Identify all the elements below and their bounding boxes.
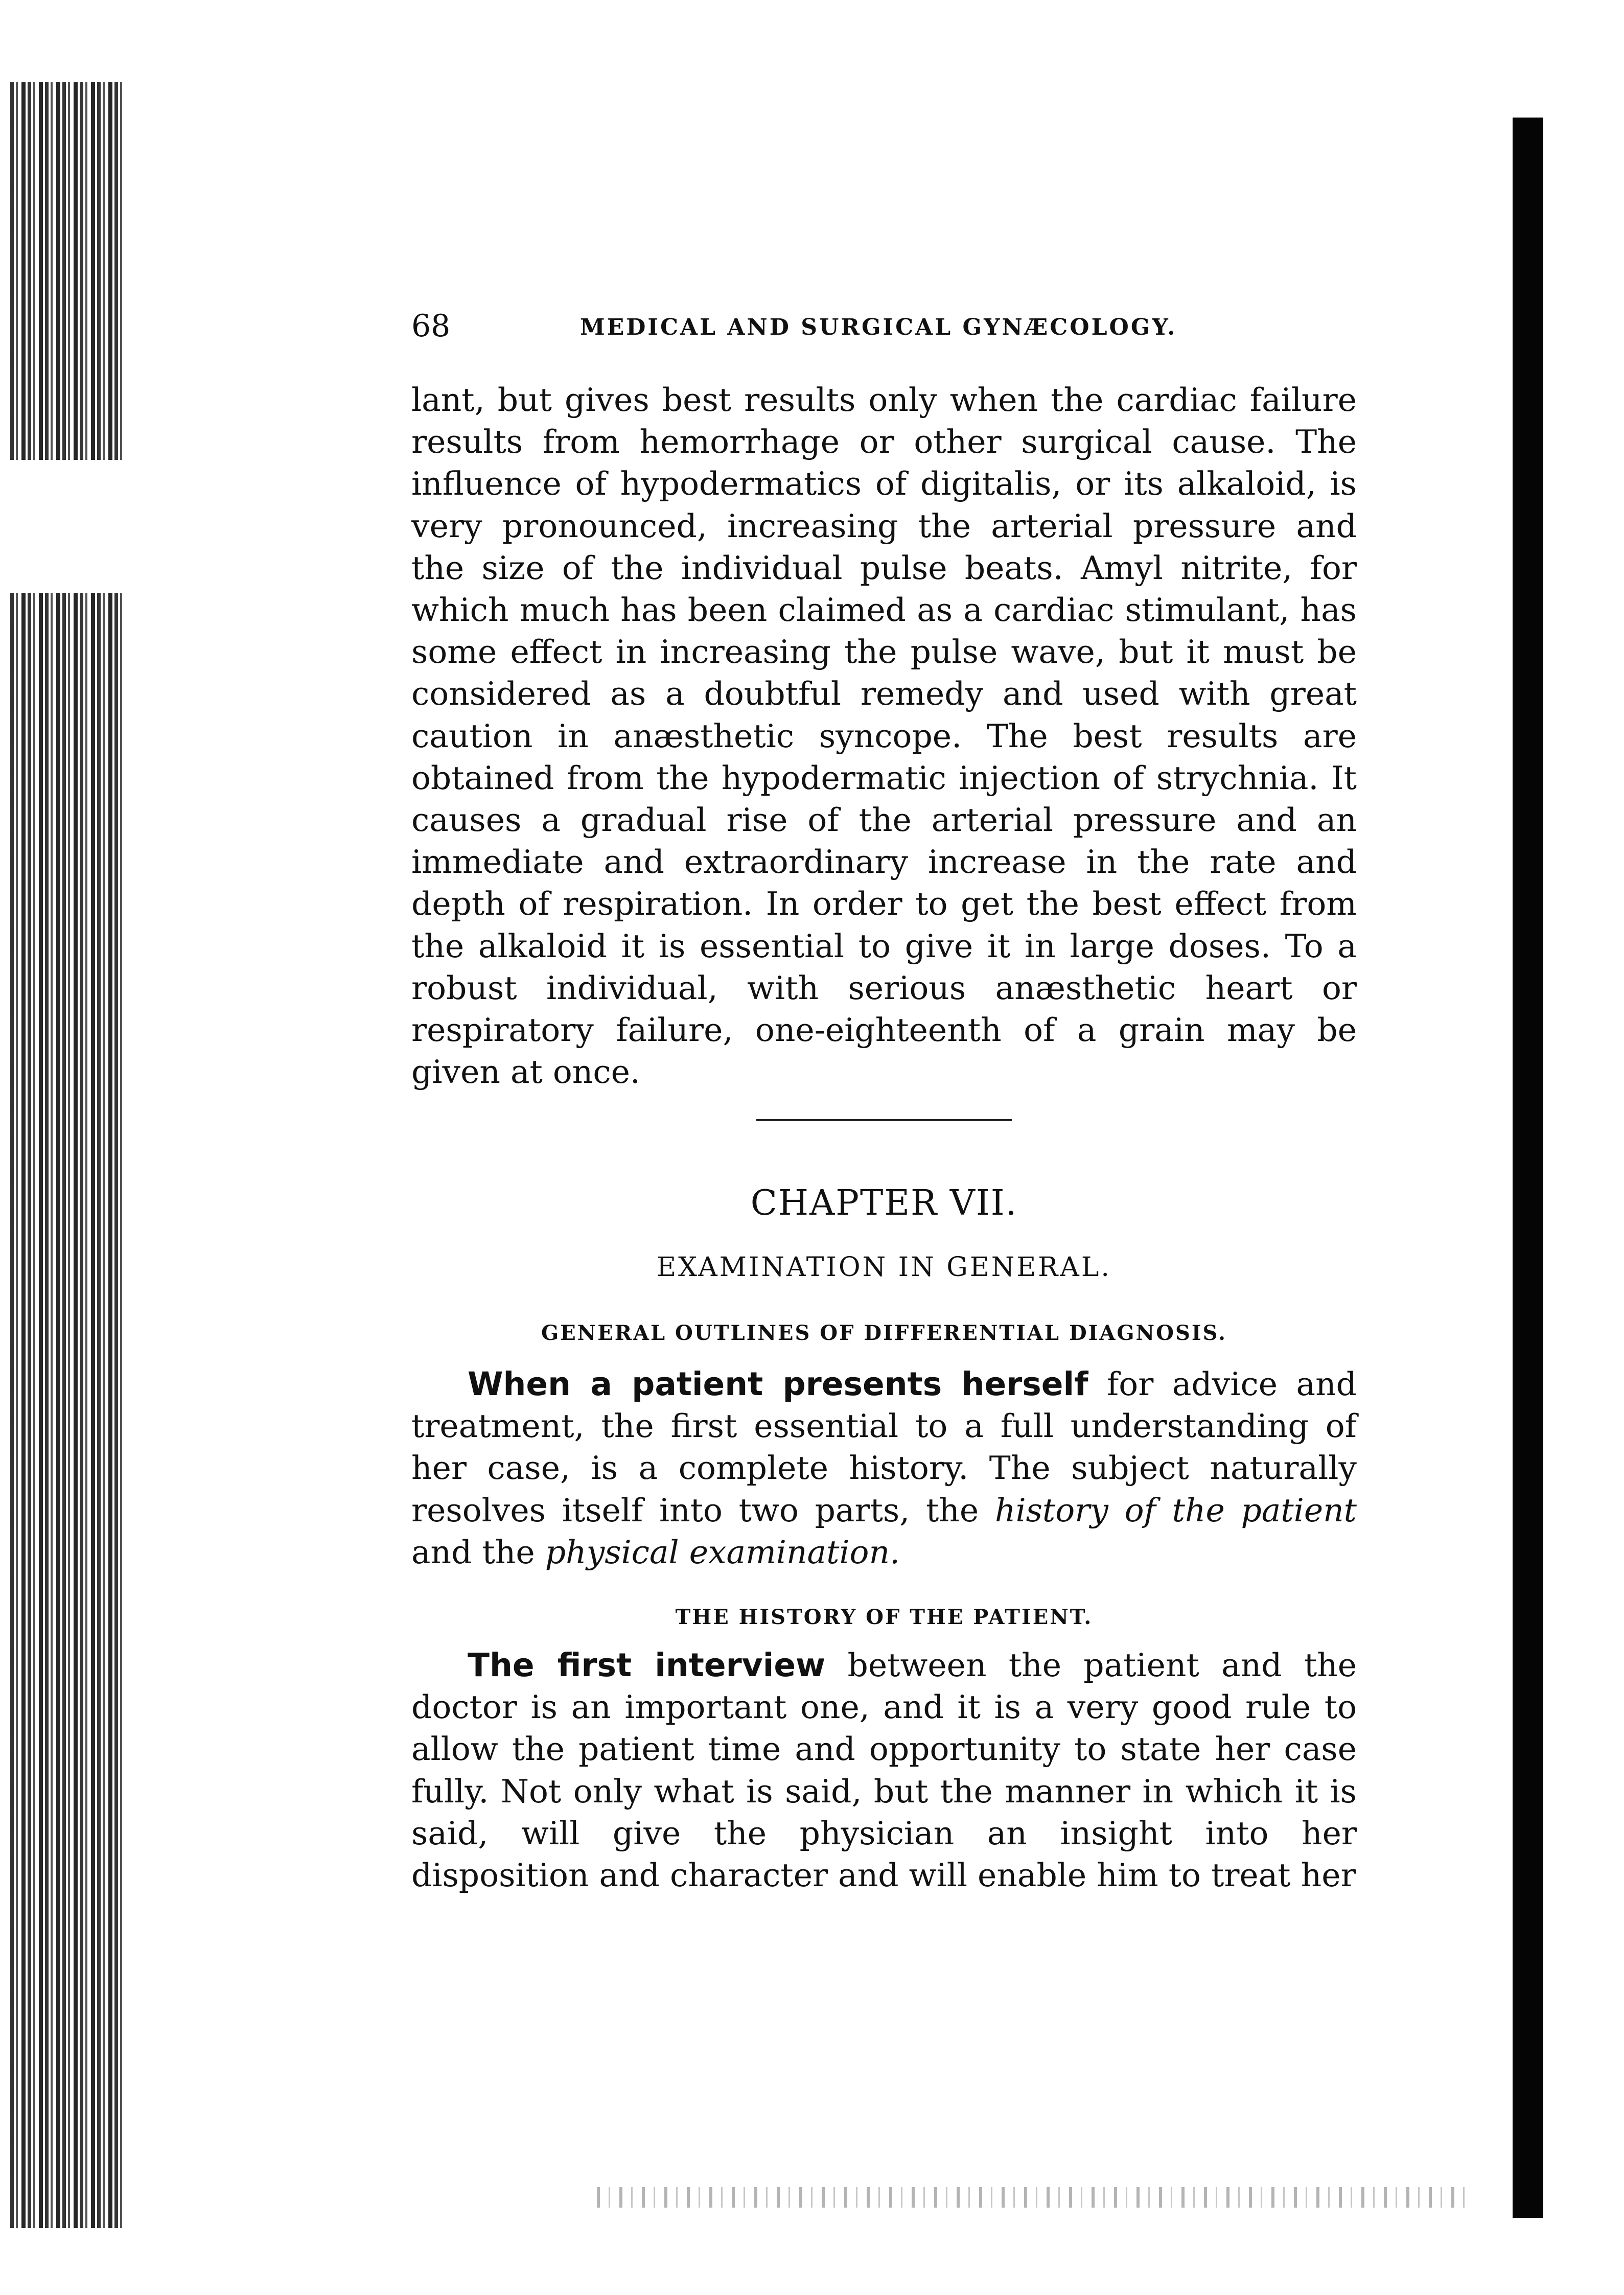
section-title: EXAMINATION IN GENERAL. [657,1252,1111,1283]
paragraph-text: and the [411,1533,545,1571]
paragraph-continued: lant, but gives best results only when the cardiac failure results from hemorrhage or other surgical cause. The influence of hypodermatics of digitalis, or its alkaloid, is very pronounced, increasing the arterial pressure and the size of the individual pulse beats. Amyl nitrite, for which much has been claimed as a cardiac stimulant, has some effect in increasing the pulse wave, but it must be considered as a doubtful remedy and used with great caution in anæsthetic syncope. The best results are obtained from the hypodermatic injection of strychnia. It causes a gradual rise of the arterial pressure and an immediate and extraordinary increase in the rate and depth of respiration. In order to get the best effect from the alkaloid it is essential to give it in large doses. To a robust individual, with serious anæsthetic heart or respiratory failure, one-eighteenth of a grain may be given at once. [411,381,1357,1091]
lead-in-text: The first interview [468,1647,826,1684]
paragraph-history [411,1644,1357,1896]
section-divider [756,1119,1012,1121]
running-head [411,306,1382,346]
emphasis-text: physical examination. [545,1533,900,1571]
paragraph-text: between the patient and the doctor is an important one, and it is a very good rule to allow the patient time and opportunity to state her case fully. Not only what is said, but the manner in which it is said, will give the physician an insight into her disposition and character and will enable him to treat her [411,1647,1357,1894]
subsection-title-diagnosis: GENERAL OUTLINES OF DIFFERENTIAL DIAGNOSIS. [541,1321,1227,1345]
paragraph-text: for advice and treatment, the first essential to a full understanding of her case, is a complete history. The subject naturally resolves itself into two parts, the [411,1365,1357,1529]
scan-edge-left [10,82,123,2228]
emphasis-text: history of the patient [994,1491,1357,1529]
subsection-title-history: THE HISTORY OF THE PATIENT. [675,1605,1093,1629]
running-title: MEDICAL AND SURGICAL GYNÆCOLOGY. [580,314,1177,340]
paragraph-examination [411,1363,1357,1573]
scan-edge-right [1513,118,1543,2218]
scan-edge-gap [10,460,123,593]
scan-noise-bottom [588,2187,1467,2208]
chapter-title: CHAPTER VII. [750,1183,1018,1223]
lead-in-text: When a patient presents herself [468,1365,1088,1403]
page-number: 68 [411,308,451,344]
